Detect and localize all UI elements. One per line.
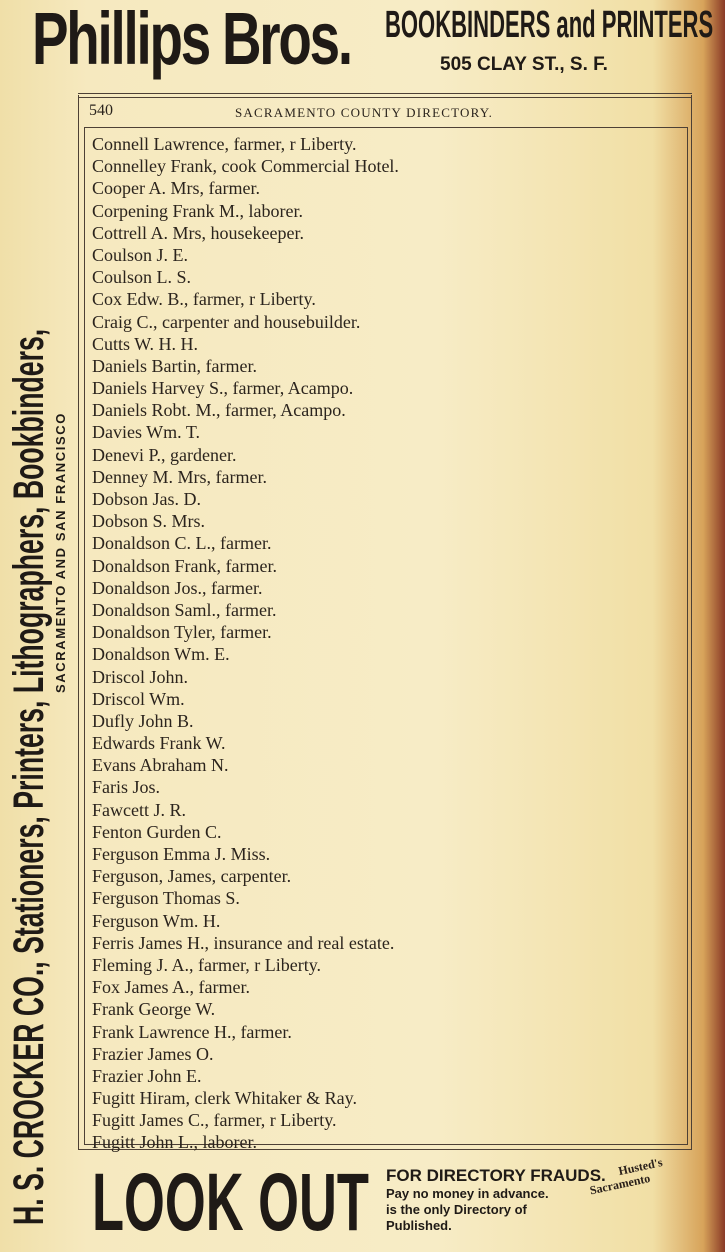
side-ad <box>5 95 68 1225</box>
page-number: 540 <box>89 102 113 119</box>
bottom-ad-headline: LOOK OUT <box>92 1157 369 1248</box>
stamp-line-2: Sacramento <box>588 1170 652 1198</box>
directory-entry: Frank George W. <box>92 999 216 1020</box>
directory-entry: Frank Lawrence H., farmer. <box>92 1021 292 1042</box>
directory-listing <box>92 133 682 1154</box>
directory-entry: Ferguson Wm. H. <box>92 910 221 931</box>
side-ad-main: H. S. CROCKER CO., Stationers, Printers, Lithographers, Bookbinders, <box>5 328 53 1225</box>
directory-entry: Donaldson Tyler, farmer. <box>92 622 272 643</box>
directory-entry: Cutts W. H. H. <box>92 333 199 354</box>
directory-entry: Donaldson Jos., farmer. <box>92 577 263 598</box>
side-ad-sub: SACRAMENTO AND SAN FRANCISCO <box>53 412 68 693</box>
directory-entry: Dobson Jas. D. <box>92 489 202 509</box>
directory-entry: Connell Lawrence, farmer, r Liberty. <box>92 134 357 154</box>
bottom-ad-line-2: is the only Directory of <box>386 1202 527 1217</box>
directory-entry: Denney M. Mrs, farmer. <box>92 466 267 487</box>
directory-entry: Driscol John. <box>92 666 188 687</box>
directory-entry: Donaldson Saml., farmer. <box>92 599 277 620</box>
directory-entry: Fawcett J. R. <box>92 799 186 820</box>
top-ad-service: BOOKBINDERS and PRINTERS <box>385 4 714 46</box>
directory-entry: Cooper A. Mrs, farmer. <box>92 178 260 199</box>
top-ad-brand: Phillips Bros. <box>32 0 351 80</box>
directory-entry: Donaldson Frank, farmer. <box>92 555 277 576</box>
directory-entry: Donaldson Wm. E. <box>92 644 230 665</box>
directory-entry: Daniels Bartin, farmer. <box>92 355 257 376</box>
directory-entry: Fugitt Hiram, clerk Whitaker & Ray. <box>92 1088 357 1109</box>
directory-entry: Craig C., carpenter and housebuilder. <box>92 311 361 332</box>
bottom-ad-line-3: Published. <box>386 1218 452 1233</box>
directory-entry: Edwards Frank W. <box>92 733 226 754</box>
top-ad-address: 505 CLAY ST., S. F. <box>440 54 608 75</box>
running-title: SACRAMENTO COUNTY DIRECTORY. <box>235 105 494 120</box>
directory-entry: Davies Wm. T. <box>92 422 200 443</box>
directory-entry: Corpening Frank M., laborer. <box>92 200 303 221</box>
bottom-ad-title: FOR DIRECTORY FRAUDS. <box>386 1166 606 1185</box>
directory-entry: Frazier John E. <box>92 1065 202 1086</box>
directory-entry: Ferguson Emma J. Miss. <box>92 844 271 864</box>
directory-entry: Cox Edw. B., farmer, r Liberty. <box>92 289 316 310</box>
directory-entry: Coulson J. E. <box>92 244 189 265</box>
directory-entry: Fleming J. A., farmer, r Liberty. <box>92 954 322 975</box>
directory-entry: Connelley Frank, cook Commercial Hotel. <box>92 156 399 177</box>
directory-entry: Donaldson C. L., farmer. <box>92 533 272 554</box>
directory-entry: Cottrell A. Mrs, housekeeper. <box>92 222 304 243</box>
directory-entry: Ferris James H., insurance and real estate. <box>92 932 395 953</box>
directory-entry: Fenton Gurden C. <box>92 821 222 842</box>
bottom-ad-line-1: Pay no money in advance. <box>386 1186 549 1201</box>
stamp-line-1: Husted's <box>617 1155 664 1179</box>
directory-entry: Ferguson, James, carpenter. <box>92 866 292 887</box>
directory-entry: Dufly John B. <box>92 710 194 731</box>
directory-entry: Fox James A., farmer. <box>92 977 250 998</box>
directory-entry: Coulson L. S. <box>92 267 192 288</box>
directory-entry: Ferguson Thomas S. <box>92 888 240 909</box>
directory-entry: Denevi P., gardener. <box>92 444 237 465</box>
directory-entry: Dobson S. Mrs. <box>92 511 206 532</box>
directory-entry: Fugitt James C., farmer, r Liberty. <box>92 1110 337 1131</box>
directory-entry: Daniels Harvey S., farmer, Acampo. <box>92 378 354 399</box>
husteds-stamp <box>586 1156 666 1197</box>
directory-entry: Faris Jos. <box>92 777 161 798</box>
directory-entry: Driscol Wm. <box>92 688 185 709</box>
directory-entry: Evans Abraham N. <box>92 755 229 776</box>
directory-entry: Frazier James O. <box>92 1043 214 1064</box>
directory-entry: Fugitt John L., laborer. <box>92 1132 257 1153</box>
directory-entry: Daniels Robt. M., farmer, Acampo. <box>92 400 346 421</box>
